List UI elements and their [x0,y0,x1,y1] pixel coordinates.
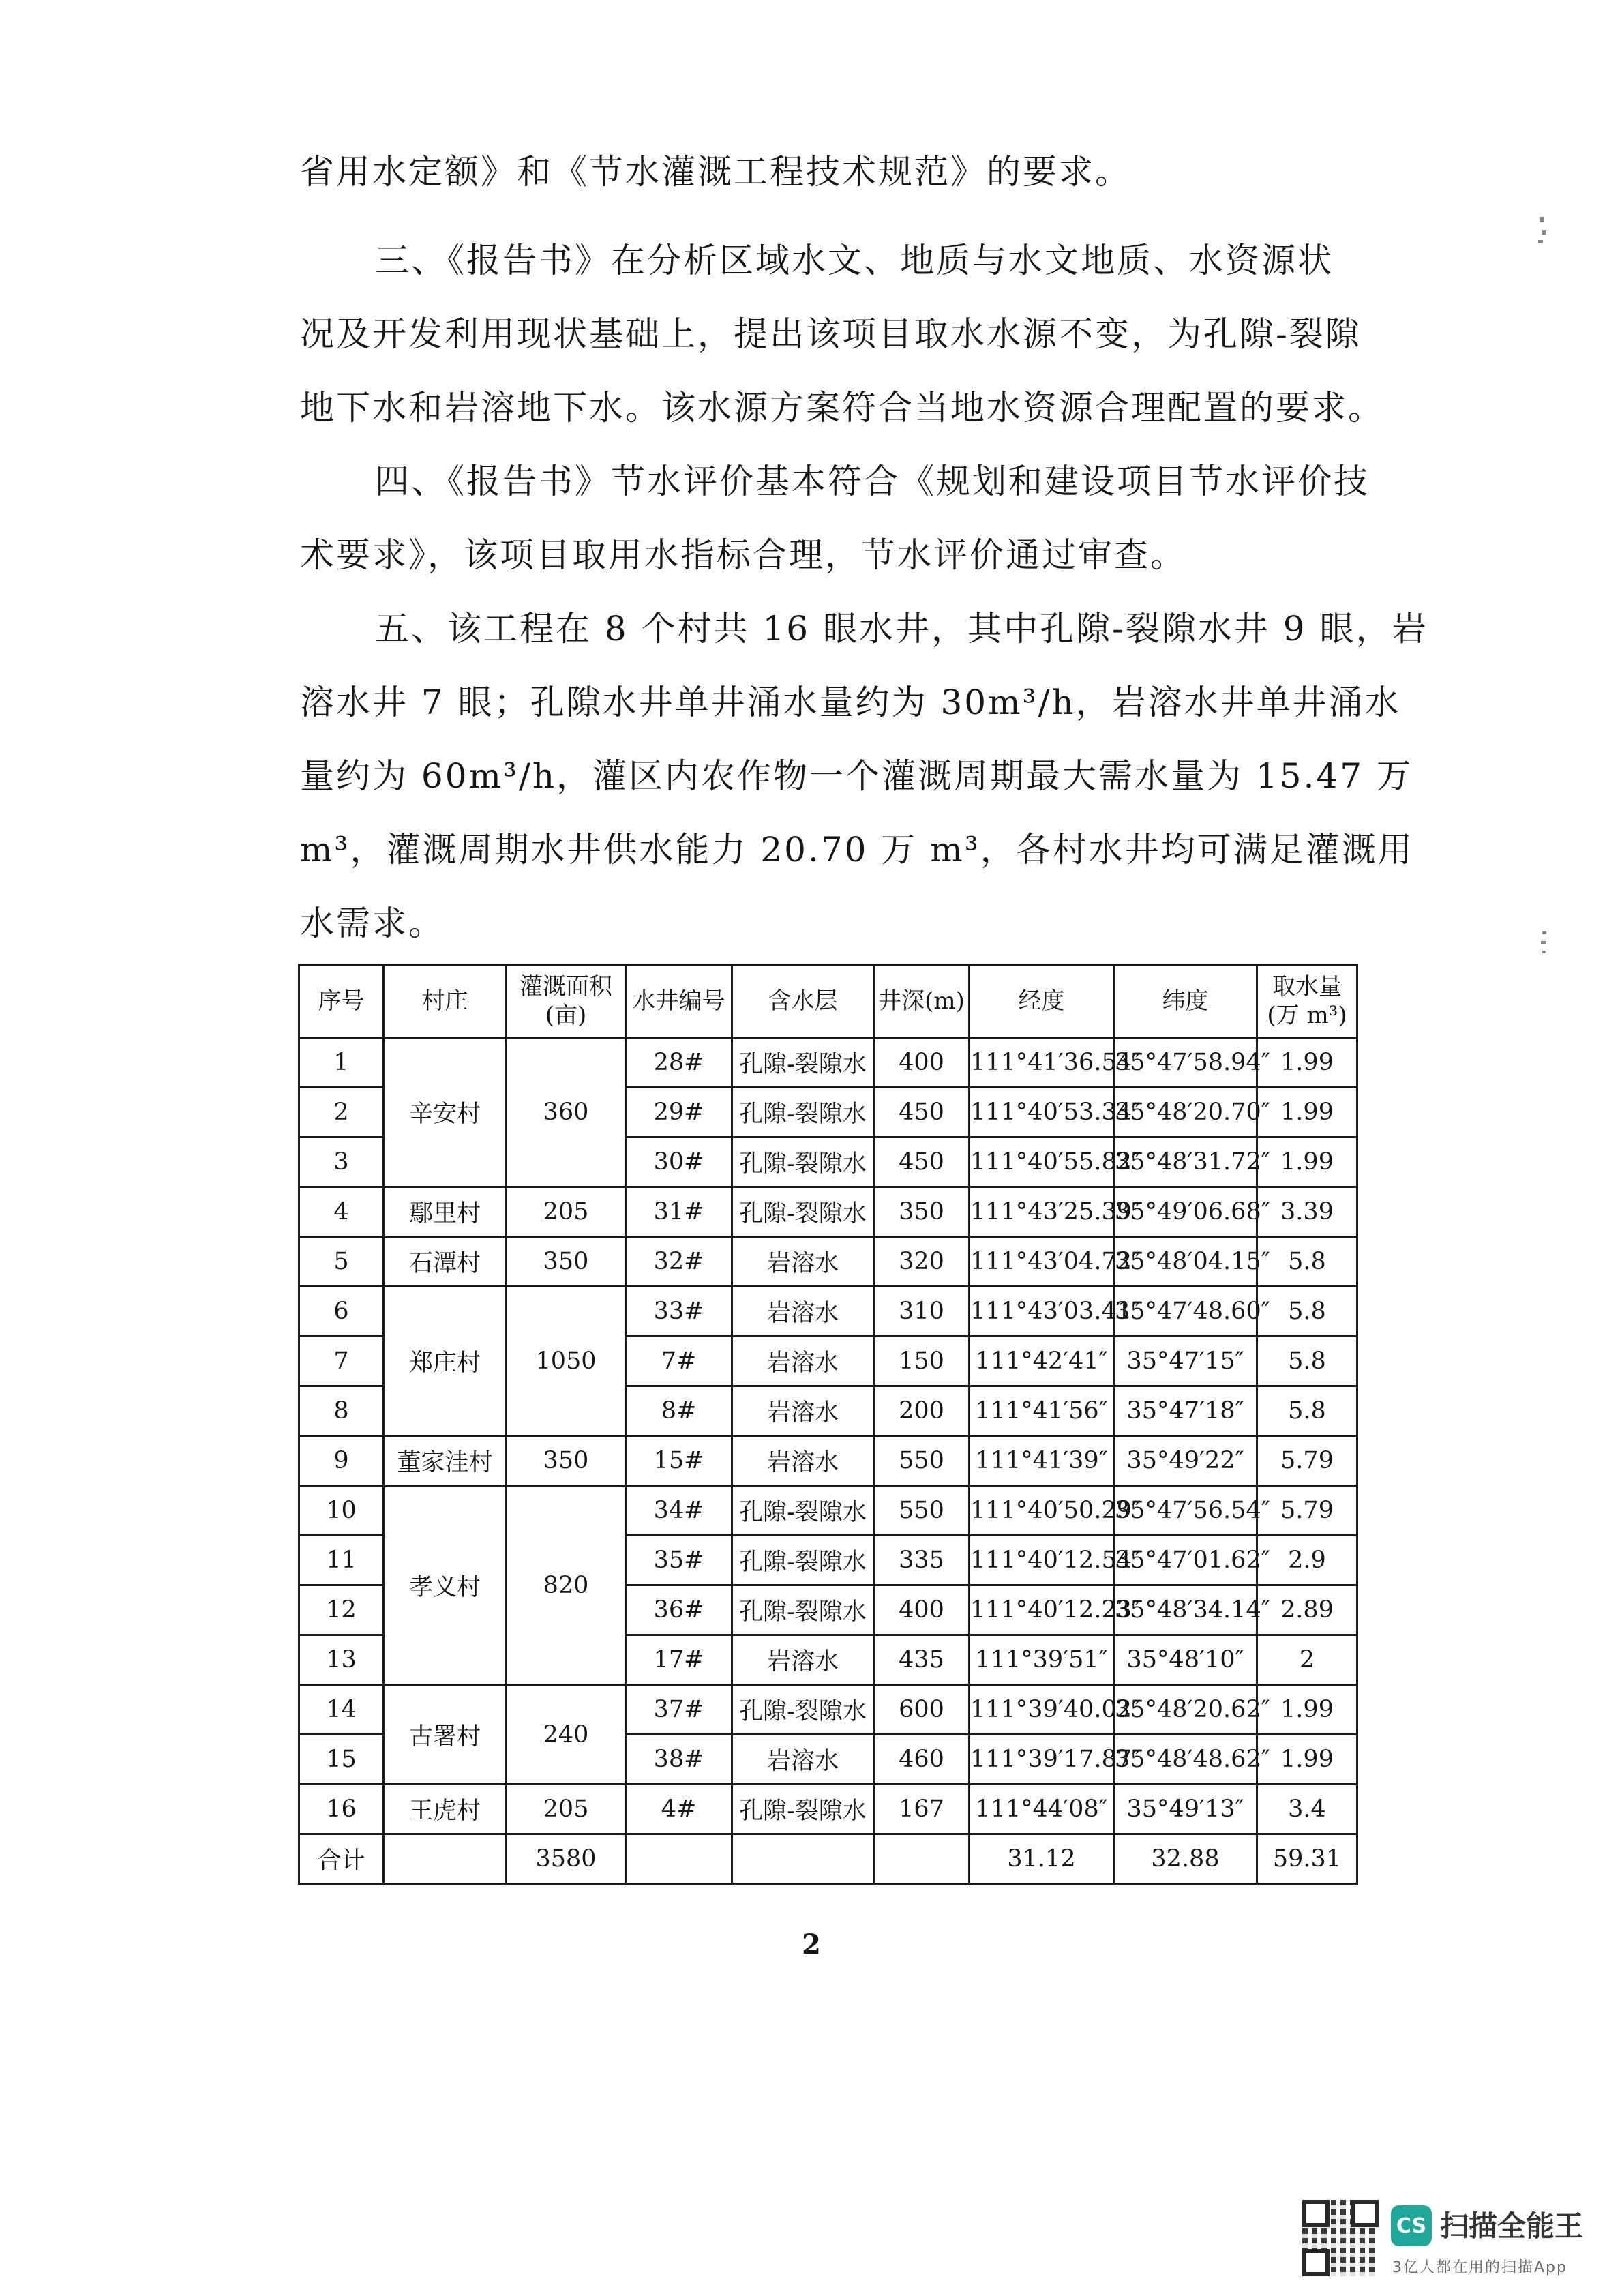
header-longitude: 经度 [970,965,1114,1038]
cell-no: 3 [299,1137,384,1187]
cell-well: 36# [626,1585,732,1635]
table-header-row [299,965,1357,1038]
cell-aquifer: 孔隙-裂隙水 [732,1536,874,1585]
cell-aquifer: 岩溶水 [732,1337,874,1386]
cell-aquifer: 岩溶水 [732,1635,874,1685]
cell-latitude: 35°47′56.54″ [1114,1486,1257,1536]
cell-longitude: 111°43′25.39″ [970,1187,1114,1237]
text-line: 量约为 60m³/h，灌区内农作物一个灌溉周期最大需水量为 15.47 万 [300,756,1413,796]
cell-well: 8# [626,1386,732,1436]
paragraph-continuation [300,135,1336,209]
cell-no: 4 [299,1187,384,1237]
cell-empty [874,1834,970,1884]
cell-depth: 200 [874,1386,970,1436]
cell-amount: 1.99 [1257,1137,1357,1187]
cell-aquifer: 孔隙-裂隙水 [732,1685,874,1735]
cell-total-longitude: 31.12 [970,1834,1114,1884]
header-no: 序号 [299,965,384,1038]
cell-amount: 5.79 [1257,1436,1357,1486]
cell-amount: 2.9 [1257,1536,1357,1585]
header-area-line2: (亩) [545,1002,587,1029]
cell-latitude: 35°48′48.62″ [1114,1735,1257,1785]
cell-well: 17# [626,1635,732,1685]
cell-no: 16 [299,1785,384,1834]
cell-amount: 1.99 [1257,1735,1357,1785]
text-line: m³，灌溉周期水井供水能力 20.70 万 m³，各村水井均可满足灌溉用 [300,830,1414,869]
header-depth: 井深(m) [874,965,970,1038]
cell-amount: 3.39 [1257,1187,1357,1237]
scan-speck [1542,931,1546,934]
table-row [299,1685,1357,1735]
text-line: 地下水和岩溶地下水。该水源方案符合当地水资源合理配置的要求。 [300,388,1384,428]
cell-aquifer: 孔隙-裂隙水 [732,1137,874,1187]
table-row [299,1237,1357,1287]
table-row [299,1038,1357,1088]
cell-depth: 550 [874,1436,970,1486]
cell-no: 12 [299,1585,384,1635]
text-line: 省用水定额》和《节水灌溉工程技术规范》的要求。 [300,152,1131,192]
cell-depth: 150 [874,1337,970,1386]
cell-longitude: 111°41′39″ [970,1436,1114,1486]
cell-amount: 1.99 [1257,1088,1357,1137]
cell-longitude: 111°43′03.41″ [970,1287,1114,1337]
text-line: 况及开发利用现状基础上，提出该项目取水水源不变，为孔隙-裂隙 [300,314,1362,354]
cell-longitude: 111°42′41″ [970,1337,1114,1386]
header-amount-line1: 取水量 [1272,973,1342,1000]
cell-area: 1050 [507,1287,626,1436]
cell-longitude: 111°40′12.54″ [970,1536,1114,1585]
cell-depth: 450 [874,1088,970,1137]
scan-speck [1540,217,1544,222]
cell-aquifer: 孔隙-裂隙水 [732,1187,874,1237]
cell-latitude: 35°47′01.62″ [1114,1536,1257,1585]
cell-no: 11 [299,1536,384,1585]
cell-no: 2 [299,1088,384,1137]
cell-longitude: 111°44′08″ [970,1785,1114,1834]
cell-well: 30# [626,1137,732,1187]
cell-longitude: 111°39′17.87″ [970,1735,1114,1785]
cell-no: 13 [299,1635,384,1685]
cell-depth: 600 [874,1685,970,1735]
cell-latitude: 35°48′04.15″ [1114,1237,1257,1287]
watermark-tagline: 3亿人都在用的扫描App [1392,2259,1567,2276]
qr-finder [1351,2200,1379,2227]
qr-finder [1302,2249,1330,2276]
header-aquifer: 含水层 [732,965,874,1038]
cell-depth: 435 [874,1635,970,1685]
scan-speck [1542,230,1546,235]
cell-aquifer: 岩溶水 [732,1735,874,1785]
cell-latitude: 35°49′06.68″ [1114,1187,1257,1237]
header-latitude: 纬度 [1114,965,1257,1038]
text-line: 四、《报告书》节水评价基本符合《规划和建设项目节水评价技 [375,462,1370,501]
cell-no: 10 [299,1486,384,1536]
cell-total-label: 合计 [299,1834,384,1884]
cell-well: 37# [626,1685,732,1735]
cell-well: 28# [626,1038,732,1088]
table-total-row [299,1834,1357,1884]
cell-village: 董家洼村 [384,1436,507,1486]
cell-amount: 2.89 [1257,1585,1357,1635]
cell-well: 31# [626,1187,732,1237]
cell-latitude: 35°47′58.94″ [1114,1038,1257,1088]
cell-aquifer: 孔隙-裂隙水 [732,1585,874,1635]
cell-latitude: 35°48′10″ [1114,1635,1257,1685]
cell-latitude: 35°48′31.72″ [1114,1137,1257,1187]
table-row [299,1486,1357,1536]
cell-no: 15 [299,1735,384,1785]
table-row [299,1287,1357,1337]
cell-amount: 5.79 [1257,1486,1357,1536]
paragraph-item-4 [300,445,1370,592]
cell-aquifer: 孔隙-裂隙水 [732,1088,874,1137]
cell-amount: 5.8 [1257,1287,1357,1337]
cell-depth: 450 [874,1137,970,1187]
cell-no: 5 [299,1237,384,1287]
cell-longitude: 111°41′56″ [970,1386,1114,1436]
cell-area: 350 [507,1237,626,1287]
scan-speck [1541,941,1546,944]
cell-longitude: 111°39′40.02″ [970,1685,1114,1735]
cell-aquifer: 孔隙-裂隙水 [732,1038,874,1088]
cell-aquifer: 岩溶水 [732,1386,874,1436]
cell-longitude: 111°40′12.23″ [970,1585,1114,1635]
cell-total-amount: 59.31 [1257,1834,1357,1884]
text-line: 水需求。 [300,904,445,943]
cell-well: 15# [626,1436,732,1486]
cell-village: 古署村 [384,1685,507,1785]
cell-amount: 1.99 [1257,1038,1357,1088]
cell-village: 辛安村 [384,1038,507,1187]
cell-empty [626,1834,732,1884]
cell-area: 350 [507,1436,626,1486]
paragraph-item-5 [300,592,1428,960]
cell-well: 7# [626,1337,732,1386]
cell-village: 王虎村 [384,1785,507,1834]
cell-depth: 350 [874,1187,970,1237]
qr-finder [1302,2200,1330,2227]
header-area-line1: 灌溉面积 [520,973,612,1000]
qr-code-icon [1302,2200,1379,2276]
cell-village: 郑庄村 [384,1287,507,1436]
cell-amount: 1.99 [1257,1685,1357,1735]
cell-depth: 310 [874,1287,970,1337]
cell-well: 4# [626,1785,732,1834]
cell-latitude: 35°47′18″ [1114,1386,1257,1436]
text-line: 三、《报告书》在分析区域水文、地质与水文地质、水资源状 [375,241,1334,280]
table-body [299,1038,1357,1884]
cell-total-area: 3580 [507,1834,626,1884]
cell-amount: 5.8 [1257,1337,1357,1386]
cell-village: 鄢里村 [384,1187,507,1237]
cell-depth: 167 [874,1785,970,1834]
header-amount [1257,965,1357,1038]
cell-depth: 400 [874,1038,970,1088]
cell-amount: 5.8 [1257,1237,1357,1287]
cell-depth: 460 [874,1735,970,1785]
table-row [299,1187,1357,1237]
well-table [298,964,1358,1885]
cell-latitude: 35°47′48.60″ [1114,1287,1257,1337]
cell-latitude: 35°47′15″ [1114,1337,1257,1386]
cell-latitude: 35°48′34.14″ [1114,1585,1257,1635]
cell-aquifer: 岩溶水 [732,1237,874,1287]
cell-longitude: 111°43′04.72″ [970,1237,1114,1287]
cell-no: 1 [299,1038,384,1088]
cell-depth: 400 [874,1585,970,1635]
text-line: 五、该工程在 8 个村共 16 眼水井，其中孔隙-裂隙水井 9 眼，岩 [375,609,1428,648]
cell-longitude: 111°39′51″ [970,1635,1114,1685]
cell-village: 石潭村 [384,1237,507,1287]
cell-well: 38# [626,1735,732,1785]
cell-depth: 320 [874,1237,970,1287]
cell-total-latitude: 32.88 [1114,1834,1257,1884]
cell-amount: 5.8 [1257,1386,1357,1436]
cell-no: 9 [299,1436,384,1486]
cell-no: 14 [299,1685,384,1735]
header-amount-line2: (万 m³) [1267,1002,1347,1029]
cell-longitude: 111°41′36.54″ [970,1038,1114,1088]
cell-no: 7 [299,1337,384,1386]
cell-well: 34# [626,1486,732,1536]
cell-no: 8 [299,1386,384,1436]
scan-speck [1538,240,1543,243]
cell-amount: 2 [1257,1635,1357,1685]
cell-longitude: 111°40′50.29″ [970,1486,1114,1536]
cell-latitude: 35°49′13″ [1114,1785,1257,1834]
cell-aquifer: 岩溶水 [732,1436,874,1486]
cell-area: 205 [507,1187,626,1237]
cell-aquifer: 岩溶水 [732,1287,874,1337]
cell-aquifer: 孔隙-裂隙水 [732,1486,874,1536]
paragraph-item-3 [300,224,1384,445]
cell-depth: 335 [874,1536,970,1585]
cell-well: 33# [626,1287,732,1337]
cell-area: 820 [507,1486,626,1685]
scan-speck [1542,951,1546,953]
cell-longitude: 111°40′53.34″ [970,1088,1114,1137]
text-line: 溶水井 7 眼；孔隙水井单井涌水量约为 30m³/h，岩溶水井单井涌水 [300,683,1401,722]
cell-area: 360 [507,1038,626,1187]
cell-well: 32# [626,1237,732,1287]
header-village: 村庄 [384,965,507,1038]
cell-area: 240 [507,1685,626,1785]
cell-aquifer: 孔隙-裂隙水 [732,1785,874,1834]
cell-village: 孝义村 [384,1486,507,1685]
cell-latitude: 35°49′22″ [1114,1436,1257,1486]
page-number: 2 [802,1928,821,1960]
table-row [299,1436,1357,1486]
cell-depth: 550 [874,1486,970,1536]
cell-well: 35# [626,1536,732,1585]
cell-area: 205 [507,1785,626,1834]
text-line: 术要求》，该项目取用水指标合理，节水评价通过审查。 [300,535,1186,575]
cell-latitude: 35°48′20.62″ [1114,1685,1257,1735]
cell-longitude: 111°40′55.82″ [970,1137,1114,1187]
cell-no: 6 [299,1287,384,1337]
table-row [299,1785,1357,1834]
camscanner-logo-icon: CS [1391,2205,1432,2246]
cell-amount: 3.4 [1257,1785,1357,1834]
header-well: 水井编号 [626,965,732,1038]
cell-well: 29# [626,1088,732,1137]
cell-empty [732,1834,874,1884]
header-area [507,965,626,1038]
scanner-watermark [1302,2194,1602,2283]
watermark-app-name: 扫描全能王 [1440,2209,1584,2243]
cell-empty [384,1834,507,1884]
cell-latitude: 35°48′20.70″ [1114,1088,1257,1137]
